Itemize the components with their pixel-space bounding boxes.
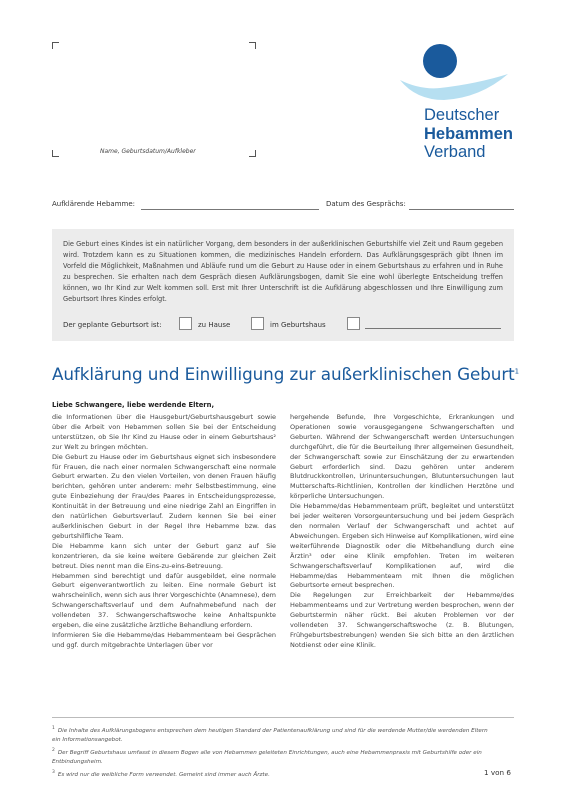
footnote-3: $^3$ Es wird nur die weibliche Form verwendet. Gemeint sind immer auch Ärzte.: [52, 770, 270, 778]
footnote-2: $^2$ Der Begriff Geburtshaus umfasst in diesem Bogen alle von Hebammen geleiteten Einrichtungen, auch eine Hebammenpraxis mit Geburtshilfe oder ein Entbindungsheim.: [52, 748, 482, 765]
other-input-line[interactable]: [365, 328, 501, 329]
birthplace-label: Der geplante Geburtsort ist:: [63, 321, 162, 329]
other-checkbox[interactable]: [347, 317, 360, 330]
midwife-label: Aufklärende Hebamme:: [52, 200, 136, 208]
page-number: 1 von 6: [484, 768, 511, 777]
logo-wordmark: [424, 106, 513, 162]
paragraph: Die Hebamme kann sich unter der Geburt ganz auf Sie konzentrieren, da sie keine weitere Gebärende zur gleichen Zeit betreut. Dies nennt man die Eins-zu-eins-Betreuung.: [52, 541, 276, 570]
dhv-logo-icon: [398, 42, 518, 104]
paragraph: die Informationen über die Hausgeburt/Geburtshausgeburt sowie über die Arbeit von Hebammen sollen Sie bei der Entscheidung unterstützen, ob Sie Ihr Kind zu Hause oder in einem Geburtshaus² zur Welt zu bringen möchten.: [52, 413, 276, 451]
home-option-label: zu Hause: [198, 321, 231, 329]
greeting: Liebe Schwangere, liebe werdende Eltern,: [52, 401, 215, 409]
paragraph: hergehende Befunde, Ihre Vorgeschichte, Erkrankungen und Operationen sowie vorausgegangene Schwangerschaften und Geburten. Während der Schwangerschaft werden Untersuchungen durchgeführt, die für die Beurteilung Ihrer allgemeinen Gesundheit, der Schwangerschaft sowie zur Einschätzung der zu erwartenden Geburt erforderlich sind. Dazu gehören unter anderem Blutdruckkontrollen, Urinuntersuchungen, Blutuntersuchungen laut Mutterschafts-Richtlinien, Kontrollen der kindlichen Herztöne und körperliche Untersuchungen.: [290, 413, 514, 501]
info-text: Die Geburt eines Kindes ist ein natürlicher Vorgang, dem besonders in der außerklinischen Geburtshilfe viel Zeit und Raum gegeben wird. Trotzdem kann es zu Situationen kommen, die medizinisches Handeln erfordern. Das Aufklärungsgespräch gibt Ihnen im Vorfeld die Möglichkeit, Maßnahmen und Abläufe rund um die Geburt zu Hause oder in einem Geburtshaus zu erfahren und in Ruhe zu besprechen. Sie erhalten nach dem Gespräch diesen Aufklärungsbogen, damit Sie eine wohl überlegte Entscheidung treffen können, wo Ihr Kind zur Welt kommen soll. Erst mit Ihrer Unterschrift ist die Aufklärung abgeschlossen und Ihre Einwilligung zum Geburtsort Ihres Kindes erfolgt.: [63, 240, 503, 303]
birth-center-option-label: im Geburtshaus: [270, 321, 326, 329]
logo-line-1: Deutscher: [424, 106, 500, 124]
paragraph: Die Regelungen zur Erreichbarkeit der Hebamme/des Hebammenteams und zur Vertretung werden besprochen, wenn der Geburtstermin näher rückt. Bei akuten Problemen vor der vollendeten 37. Schwangerschaftswoche (z. B. Blutungen, Frühgeburtsbestrebungen) wenden Sie sich bitte an den ärztlichen Notdienst oder eine Klinik.: [290, 591, 514, 649]
consultation-fields: [52, 200, 514, 212]
left-column: [52, 413, 276, 651]
date-label: Datum des Gesprächs:: [326, 200, 406, 208]
info-box: [52, 229, 514, 341]
right-column: [290, 413, 514, 651]
paragraph: Die Hebamme/das Hebammenteam prüft, begleitet und unterstützt bei jeder weiteren Vorsorgeuntersuchung und bei jedem Gespräch den normalen Verlauf der Schwangerschaft und achtet auf Abweichungen. Ergeben sich Hinweise auf Komplikationen, wird eine weiterführende Diagnostik oder die Mitbehandlung durch eine Ärztin³ oder eine Klinik empfohlen. Treten im weiteren Schwangerschaftsverlauf Komplikationen auf, wird die Hebamme/das Hebammenteam mit Ihnen die möglichen Geburtsorte erneut besprechen.: [290, 502, 515, 590]
footnote-divider: [52, 717, 514, 718]
home-checkbox[interactable]: [179, 317, 192, 330]
logo-line-2: Hebammen: [424, 124, 513, 143]
crop-mark-bottom-left: [52, 150, 59, 157]
crop-mark-bottom-right: [249, 150, 256, 157]
midwife-input-line[interactable]: [141, 209, 319, 210]
paragraph: Hebammen sind berechtigt und dafür ausgebildet, eine normale Geburt eigenverantwortlich zu leiten. Eine normale Geburt ist wahrscheinlich, wenn sich aus Ihrer Vorgeschichte (Anamnese), dem Schwangerschaftsverlauf und dem Aufnahmebefund nach der vollendeten 37. Schwangerschaftswoche keine Anhaltspunkte ergeben, die eine zusätzliche ärztliche Behandlung erfordern.: [52, 571, 276, 630]
crop-mark-top-left: [52, 42, 59, 49]
date-input-line[interactable]: [409, 209, 514, 210]
page-title: Aufklärung und Einwilligung zur außerklinischen Geburt$^1$: [52, 364, 519, 384]
footnote-1: $^1$ Die Inhalte des Aufklärungsbogens entsprechen dem heutigen Standard der Patientenaufklärung und sind für die werdende Mutter/die werdenden Eltern ein Informationsangebot.: [52, 726, 488, 743]
paragraph: Die Geburt zu Hause oder im Geburtshaus eignet sich insbesondere für Frauen, die nach einer normalen Schwangerschaft eine normale Geburt erwarten. Zu den vielen Vorteilen, von denen Frauen häufig berichten, gehören unter anderem: mehr Selbstbestimmung, eine gute Einbeziehung der Frau/des Paares in Entscheidungsprozesse, Kontinuität in der Betreuung und eine niedrige Zahl an Eingriffen in den natürlichen Geburtsverlauf. Zudem kennen Sie bei einer außerklinischen Geburt in der Regel Ihre Hebamme bzw. das geburtshilfliche Team.: [52, 452, 276, 540]
birthplace-row: [63, 317, 503, 331]
sticker-label: Name, Geburtsdatum/Aufkleber: [100, 148, 196, 155]
crop-mark-top-right: [249, 42, 256, 49]
birth-center-checkbox[interactable]: [251, 317, 264, 330]
title-footnote-ref: 1: [514, 367, 519, 376]
logo-line-3: Verband: [424, 143, 486, 161]
paragraph: Informieren Sie die Hebamme/das Hebammenteam bei Gesprächen und ggf. durch mitgebrachte Unterlagen über vor: [52, 630, 276, 649]
